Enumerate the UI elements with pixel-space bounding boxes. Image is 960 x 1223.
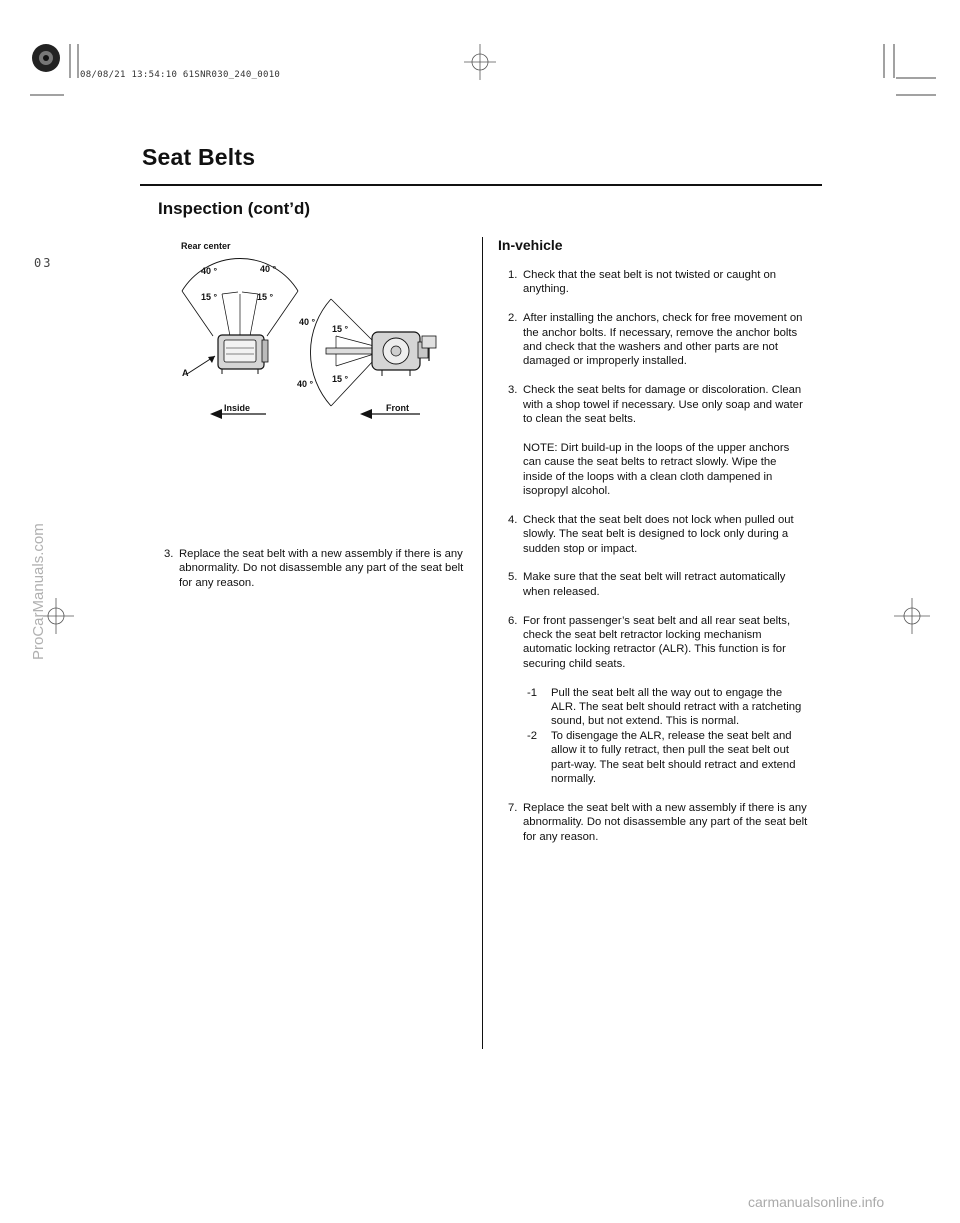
angle-label-rear-top-right-40: 40 ° xyxy=(260,264,277,274)
step-text: For front passenger’s seat belt and all rear seat belts, check the seat belt retractor locking mechanism automatic locking retractor (ALR). This function is for securing child seats. xyxy=(523,614,791,670)
seat-belt-angle-diagram xyxy=(160,236,460,426)
substeps xyxy=(527,686,808,787)
substep-item-1 xyxy=(527,686,808,729)
step-text: Check that the seat belt does not lock when pulled out slowly. The seat belt is designed to lock only during a sudden stop or impact. xyxy=(523,513,794,555)
step-text: Replace the seat belt with a new assembly if there is any abnormality. Do not disassemble any part of the seat belt for any reason. xyxy=(523,801,808,843)
step-item-1 xyxy=(508,268,808,297)
front-label: Front xyxy=(386,403,409,413)
crosshair-top-icon xyxy=(464,44,496,80)
step-text: Check that the seat belt is not twisted or caught on anything. xyxy=(523,269,777,296)
step-number: 4. xyxy=(508,513,518,526)
angle-label-rear-right-15: 15 ° xyxy=(257,292,274,302)
angle-label-front-upper-40: 40 ° xyxy=(299,317,316,327)
page-subtitle: Inspection (cont’d) xyxy=(158,199,311,218)
step-number: 6. xyxy=(508,614,518,627)
substep-text: To disengage the ALR, release the seat belt and allow it to fully retract, then pull the seat belt out part-way. The seat belt should retract and extend normally. xyxy=(551,729,796,786)
step-number: 2. xyxy=(508,312,518,325)
substep-item-2 xyxy=(527,729,808,787)
diagram-caption: Rear center xyxy=(181,241,231,251)
angle-label-front-lower-15: 15 ° xyxy=(332,374,349,384)
substep-text: Pull the seat belt all the way out to engage the ALR. The seat belt should retract with a ratcheting sound, but not extend. This is normal. xyxy=(551,686,802,728)
step-text: After installing the anchors, check for free movement on the anchor bolts. If necessary, remove the anchor bolts and check that the washers and other parts are not damaged or improperly installed. xyxy=(523,312,803,368)
step-item-2 xyxy=(508,311,808,369)
step-number: 3. xyxy=(508,384,518,397)
step-number: 7. xyxy=(508,801,518,814)
step-text: Make sure that the seat belt will retract automatically when released. xyxy=(523,571,786,598)
angle-label-rear-left-15: 15 ° xyxy=(201,292,218,302)
title-rule xyxy=(140,184,822,186)
angle-label-front-upper-15: 15 ° xyxy=(332,324,349,334)
step-note: NOTE: Dirt build-up in the loops of the upper anchors can cause the seat belts to retract slowly. Wipe the inside of the loops with a clean cloth dampened in isopropyl alcohol. xyxy=(523,441,790,498)
watermark-left: ProCarManuals.com xyxy=(30,523,47,660)
step-number: 5. xyxy=(508,571,518,584)
front-retractor-illustration xyxy=(310,299,436,406)
column-divider xyxy=(482,237,483,1049)
step-item-5 xyxy=(508,570,808,599)
step-item-3 xyxy=(508,383,808,498)
substep-number: -2 xyxy=(527,729,538,742)
step-text: Replace the seat belt with a new assembly if there is any abnormality. Do not disassemble any part of the seat belt for any reason. xyxy=(179,548,464,589)
rear-retractor-illustration xyxy=(182,258,298,374)
in-vehicle-steps xyxy=(508,268,808,859)
page-marker: 03 xyxy=(34,256,53,270)
angle-label-front-lower-40: 40 ° xyxy=(297,379,314,389)
print-stamp: 08/08/21 13:54:10 61SNR030_240_0010 xyxy=(80,70,281,80)
registration-target-icon xyxy=(32,44,60,72)
section-title-in-vehicle: In-vehicle xyxy=(498,237,563,253)
step-item-6 xyxy=(508,614,808,787)
left-step-3 xyxy=(164,547,479,590)
substep-number: -1 xyxy=(527,686,538,699)
crosshair-right-icon xyxy=(894,598,930,634)
step-item-7 xyxy=(508,801,808,844)
step-number: 1. xyxy=(508,269,518,281)
step-item-4 xyxy=(508,513,808,556)
callout-a: A xyxy=(182,368,189,378)
step-text: Check the seat belts for damage or discoloration. Clean with a shop towel if necessary. Use only soap and water to clean the seat belts. xyxy=(523,384,803,426)
inside-label: Inside xyxy=(224,403,251,413)
step-number: 3. xyxy=(164,548,174,560)
page-title: Seat Belts xyxy=(142,144,256,170)
angle-label-rear-top-left-40: 40 ° xyxy=(201,266,218,276)
watermark-bottom: carmanualsonline.info xyxy=(748,1194,885,1210)
